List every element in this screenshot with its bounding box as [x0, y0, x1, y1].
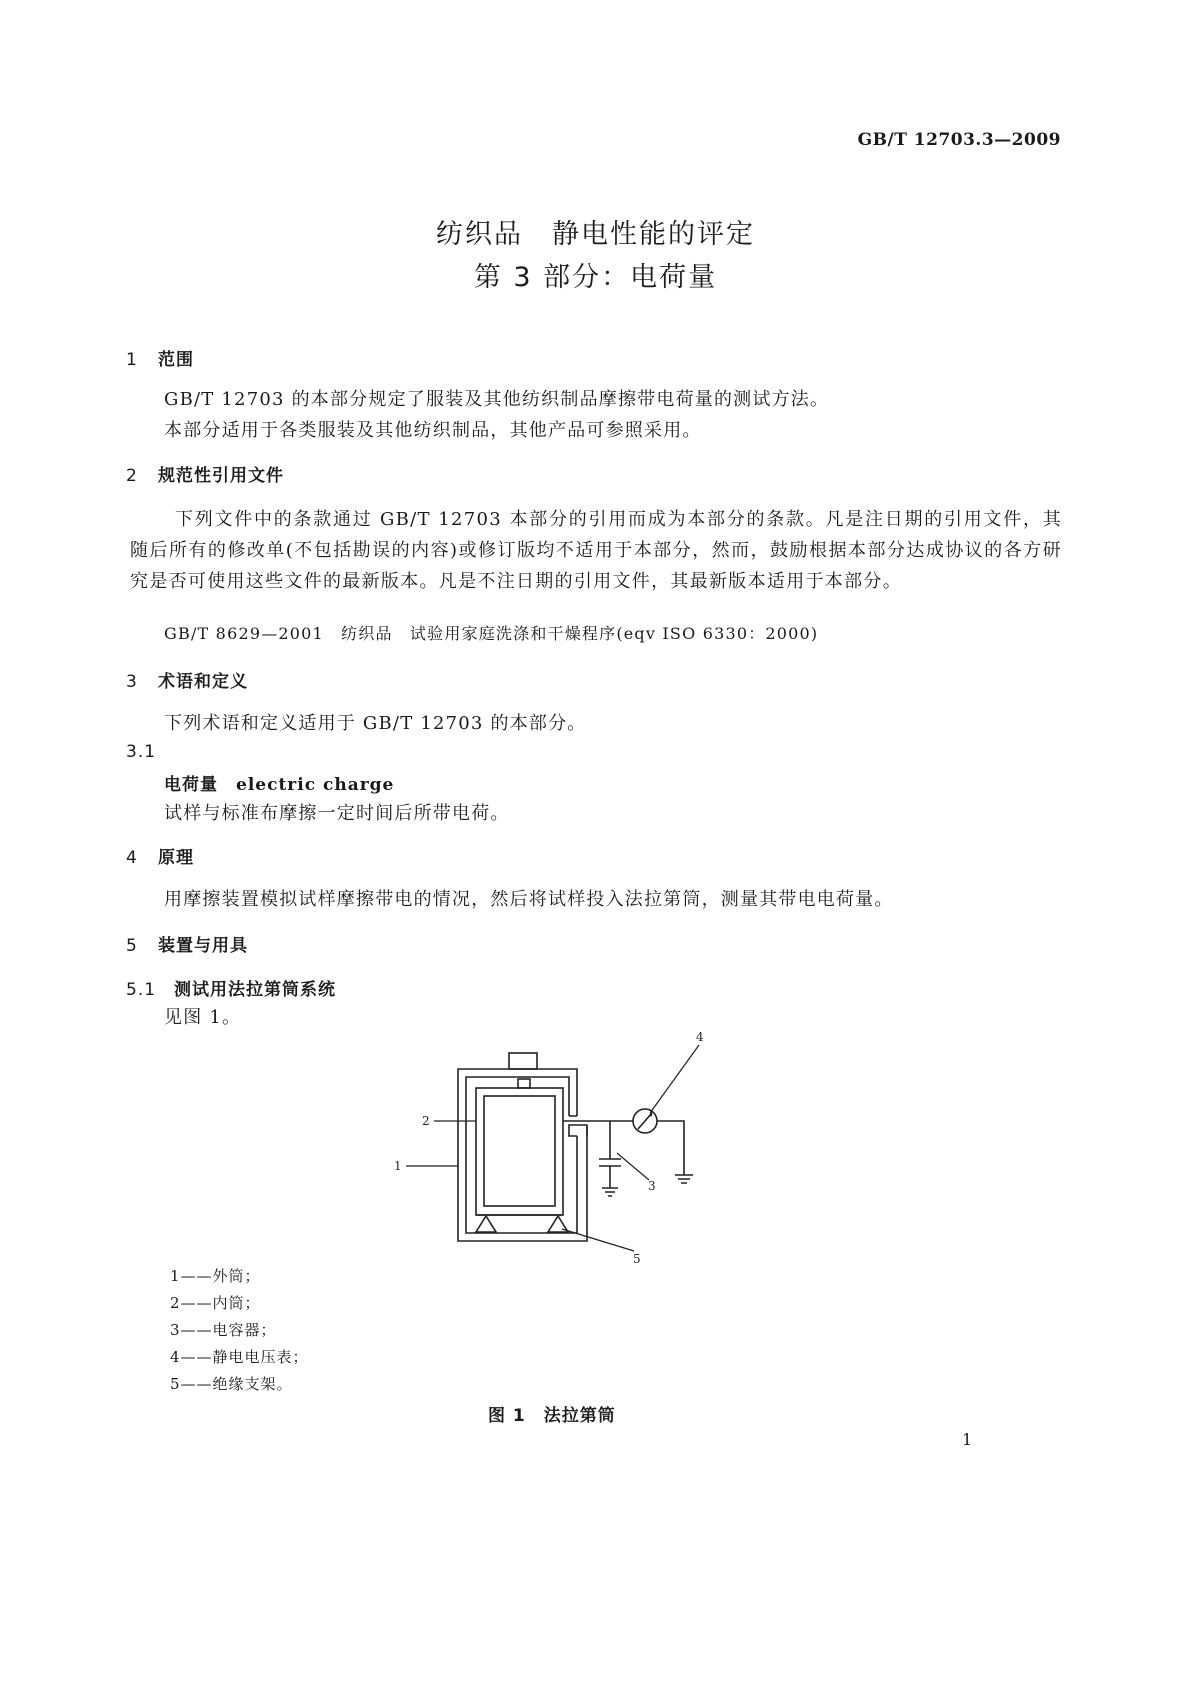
- legend-item-4: 4——静电电压表；: [170, 1348, 309, 1366]
- legend-item-1: 1——外筒；: [170, 1267, 261, 1285]
- section-4-heading: [126, 843, 194, 868]
- insulating-support-left: [476, 1216, 496, 1232]
- outer-cylinder-cap: [509, 1053, 537, 1069]
- section-3-para-1: 下列术语和定义适用于 GB/T 12703 的本部分。: [164, 713, 587, 734]
- callout-1: 1: [394, 1159, 402, 1173]
- section-3-heading: [126, 667, 248, 692]
- faraday-cup-diagram: [390, 1025, 720, 1270]
- term-english: electric charge: [236, 775, 395, 795]
- section-2-number: 2: [126, 466, 138, 486]
- voltmeter-ground-icon: [675, 1175, 693, 1183]
- title-line-1: 纺织品 静电性能的评定: [436, 219, 755, 250]
- outer-cylinder-terminal-opening: [569, 1116, 587, 1136]
- legend-item-3: 3——电容器；: [170, 1321, 277, 1339]
- term-definition: 试样与标准布摩擦一定时间后所带电荷。: [164, 803, 510, 824]
- subsection-5-1-title: 测试用法拉第筒系统: [174, 980, 336, 1000]
- section-5-heading: [126, 931, 248, 956]
- subsection-5-1-heading: [126, 975, 336, 1000]
- section-3-number: 3: [126, 672, 138, 692]
- leader-line-3: [617, 1153, 649, 1180]
- inner-cylinder-inner: [484, 1096, 555, 1206]
- term-chinese: 电荷量: [164, 775, 218, 795]
- section-2-heading: [126, 461, 284, 486]
- callout-5: 5: [633, 1252, 641, 1266]
- figure-caption: 图 1 法拉第筒: [488, 1406, 616, 1426]
- section-1-para-1: GB/T 12703 的本部分规定了服装及其他纺织制品摩擦带电荷量的测试方法。: [164, 389, 830, 410]
- callout-2: 2: [422, 1114, 430, 1128]
- inner-cylinder-cap: [518, 1079, 530, 1088]
- callout-3: 3: [648, 1179, 656, 1193]
- title-line-2: 第 3 部分：电荷量: [473, 262, 718, 293]
- section-1-para-2: 本部分适用于各类服装及其他纺织制品，其他产品可参照采用。: [164, 420, 702, 441]
- page-number: 1: [962, 1430, 973, 1449]
- section-1-number: 1: [126, 350, 138, 370]
- subsection-3-1-number: 3.1: [126, 742, 157, 762]
- standard-number: GB/T 12703.3—2009: [857, 130, 1061, 150]
- legend-item-2: 2——内筒；: [170, 1294, 261, 1312]
- subsection-5-1-number: 5.1: [126, 980, 157, 1000]
- section-3-title: 术语和定义: [158, 672, 248, 692]
- section-1-title: 范围: [158, 350, 194, 370]
- section-5-number: 5: [126, 936, 138, 956]
- section-2-para-1: 下列文件中的条款通过 GB/T 12703 本部分的引用而成为本部分的条款。凡是注日期的引用文件，其随后所有的修改单(不包括勘误的内容)或修订版均不适用于本部分，然而，鼓励根据本部分达成协议的各方研究是否可使用这些文件的最新版本。凡是不注日期的引用文件，其最新版本适用于本部分。: [130, 509, 1062, 592]
- reference-document: GB/T 8629—2001 纺织品 试验用家庭洗涤和干燥程序(eqv ISO 6330：2000): [164, 624, 819, 643]
- section-5-title: 装置与用具: [158, 936, 248, 956]
- inner-cylinder-outer: [476, 1088, 563, 1215]
- voltmeter-wire: [657, 1121, 684, 1175]
- section-4-para-1: 用摩擦装置模拟试样摩擦带电的情况，然后将试样投入法拉第筒，测量其带电电荷量。: [164, 889, 894, 910]
- legend-item-5: 5——绝缘支架。: [170, 1375, 293, 1393]
- callout-4: 4: [696, 1030, 704, 1044]
- outer-cylinder-inner-wall: [466, 1077, 577, 1233]
- see-figure-text: 见图 1。: [164, 1007, 242, 1028]
- leader-line-4: [650, 1045, 699, 1113]
- section-4-number: 4: [126, 848, 138, 868]
- section-1-heading: [126, 345, 194, 370]
- section-2-title: 规范性引用文件: [158, 466, 284, 486]
- capacitor-symbol: [599, 1121, 621, 1188]
- capacitor-ground-icon: [602, 1188, 618, 1196]
- section-4-title: 原理: [158, 848, 194, 868]
- term-entry: [164, 770, 394, 795]
- leader-line-5: [562, 1229, 634, 1251]
